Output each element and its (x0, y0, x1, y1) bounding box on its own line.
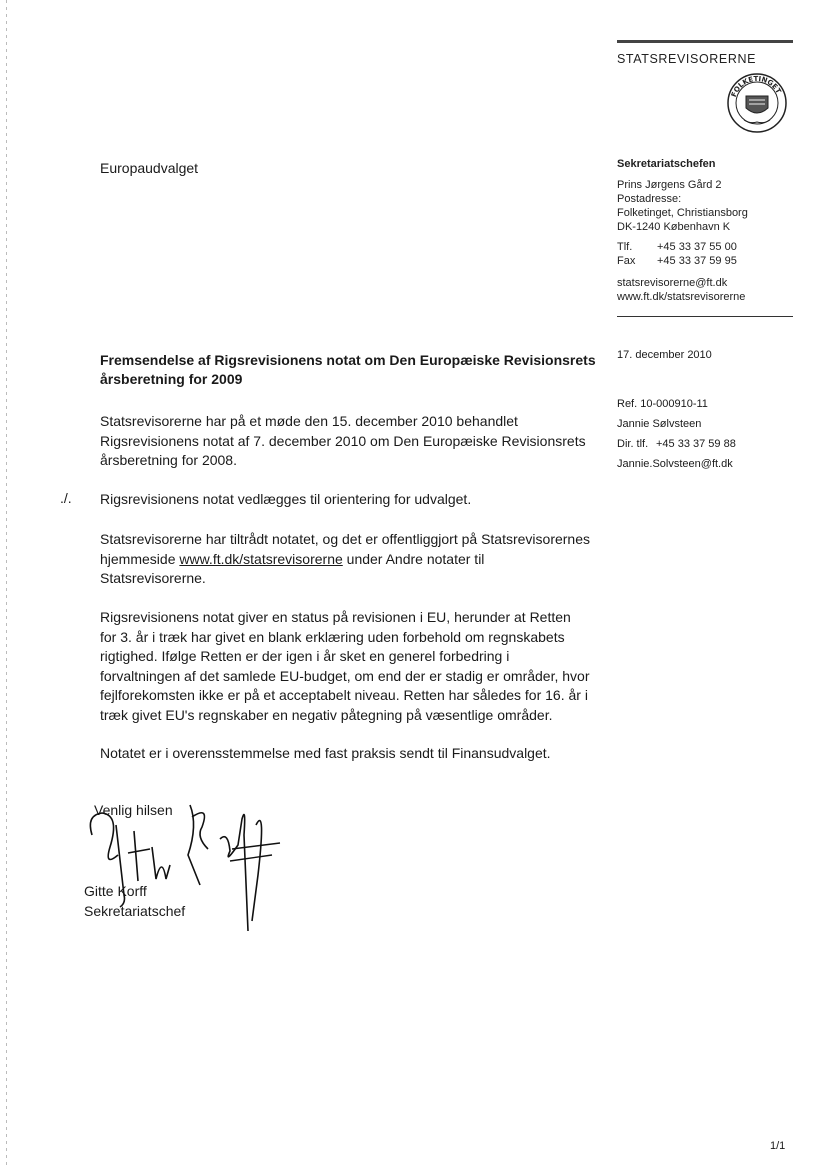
reference-person: Jannie Sølvsteen (617, 418, 702, 430)
paragraph-text: under Andre notater til Statsrevisorerne. (100, 550, 485, 586)
sender-phones (617, 240, 737, 268)
header-rule (617, 40, 793, 43)
sender-web (617, 276, 745, 304)
organization-name: STATSREVISORERNE (617, 52, 757, 66)
sender-title: Sekretariatschefen (617, 158, 716, 170)
seal-text: FOLKETINGET (729, 74, 783, 99)
sender-website[interactable]: www.ft.dk/statsrevisorerne (617, 291, 746, 303)
letter-subject: Fremsendelse af Rigsrevisionens notat om Den Europæiske Revisionsrets årsberetning for 2009 (100, 352, 596, 387)
reference-number: Ref. 10-000910-11 (617, 398, 708, 410)
paragraph-finance: Notatet er i overensstemmelse med fast praksis sendt til Finansudvalget. (100, 745, 551, 761)
handwritten-signature-icon (80, 795, 300, 935)
fax-label: Fax (617, 255, 636, 267)
scan-margin-line (6, 0, 7, 1168)
address-line: Folketinget, Christiansborg (617, 207, 748, 219)
signatory-name: Gitte Korff (84, 883, 147, 899)
folketinget-seal-icon (726, 72, 788, 134)
signatory-title: Sekretariatschef (84, 903, 186, 919)
website-link[interactable]: www.ft.dk/statsrevisorerne (179, 550, 343, 567)
page-number: 1/1 (770, 1140, 786, 1152)
reference-email[interactable]: Jannie.Solvsteen@ft.dk (617, 458, 733, 470)
direct-phone: +45 33 37 59 88 (656, 438, 736, 450)
paragraph-enclosure: Rigsrevisionens notat vedlægges til orientering for udvalget. (100, 491, 472, 507)
sender-email[interactable]: statsrevisorerne@ft.dk (617, 277, 728, 289)
sender-address (617, 178, 748, 234)
svg-text:FOLKETINGET (730, 75, 783, 98)
paragraph-meeting: Statsrevisorerne har på et møde den 15. december 2010 behandlet Rigsrevisionens notat af 7. december 2010 om Den Europæiske Revisionsrets årsberetning for 2008. (100, 413, 586, 468)
address-line: Prins Jørgens Gård 2 (617, 179, 722, 191)
phone-label: Tlf. (617, 241, 633, 253)
sidebar-rule (617, 316, 793, 317)
recipient: Europaudvalget (100, 160, 199, 176)
reference-block (617, 394, 736, 474)
paragraph-publication (100, 530, 590, 589)
direct-phone-label: Dir. tlf. (617, 438, 649, 450)
address-line: DK-1240 København K (617, 221, 731, 233)
paragraph-text: Statsrevisorerne har tiltrådt notatet, og det er offentliggjort på Statsrevisorernes hjemmeside (100, 531, 590, 567)
paragraph-status: Rigsrevisionens notat giver en status på revisionen i EU, herunder at Retten for 3. år i træk har givet en blank erklæring uden forbehold om regnskabets rigtighed. Ifølge Retten er der igen i år sket en generel forbedring i forvaltningen af det samlede EU-budget, om end der er stadig er områder, hvor fejlforekomsten ikke er på et acceptabelt niveau. Retten har således for 16. år i træk givet EU's regnskaber en negativ påtegning på væsentlige områder. (100, 609, 590, 723)
fax-number: +45 33 37 59 95 (657, 255, 737, 267)
address-line: Postadresse: (617, 193, 682, 205)
enclosure-mark: ./. (60, 490, 72, 506)
letter-date: 17. december 2010 (617, 349, 712, 361)
closing-greeting: Venlig hilsen (94, 802, 173, 818)
phone-number: +45 33 37 55 00 (657, 241, 737, 253)
